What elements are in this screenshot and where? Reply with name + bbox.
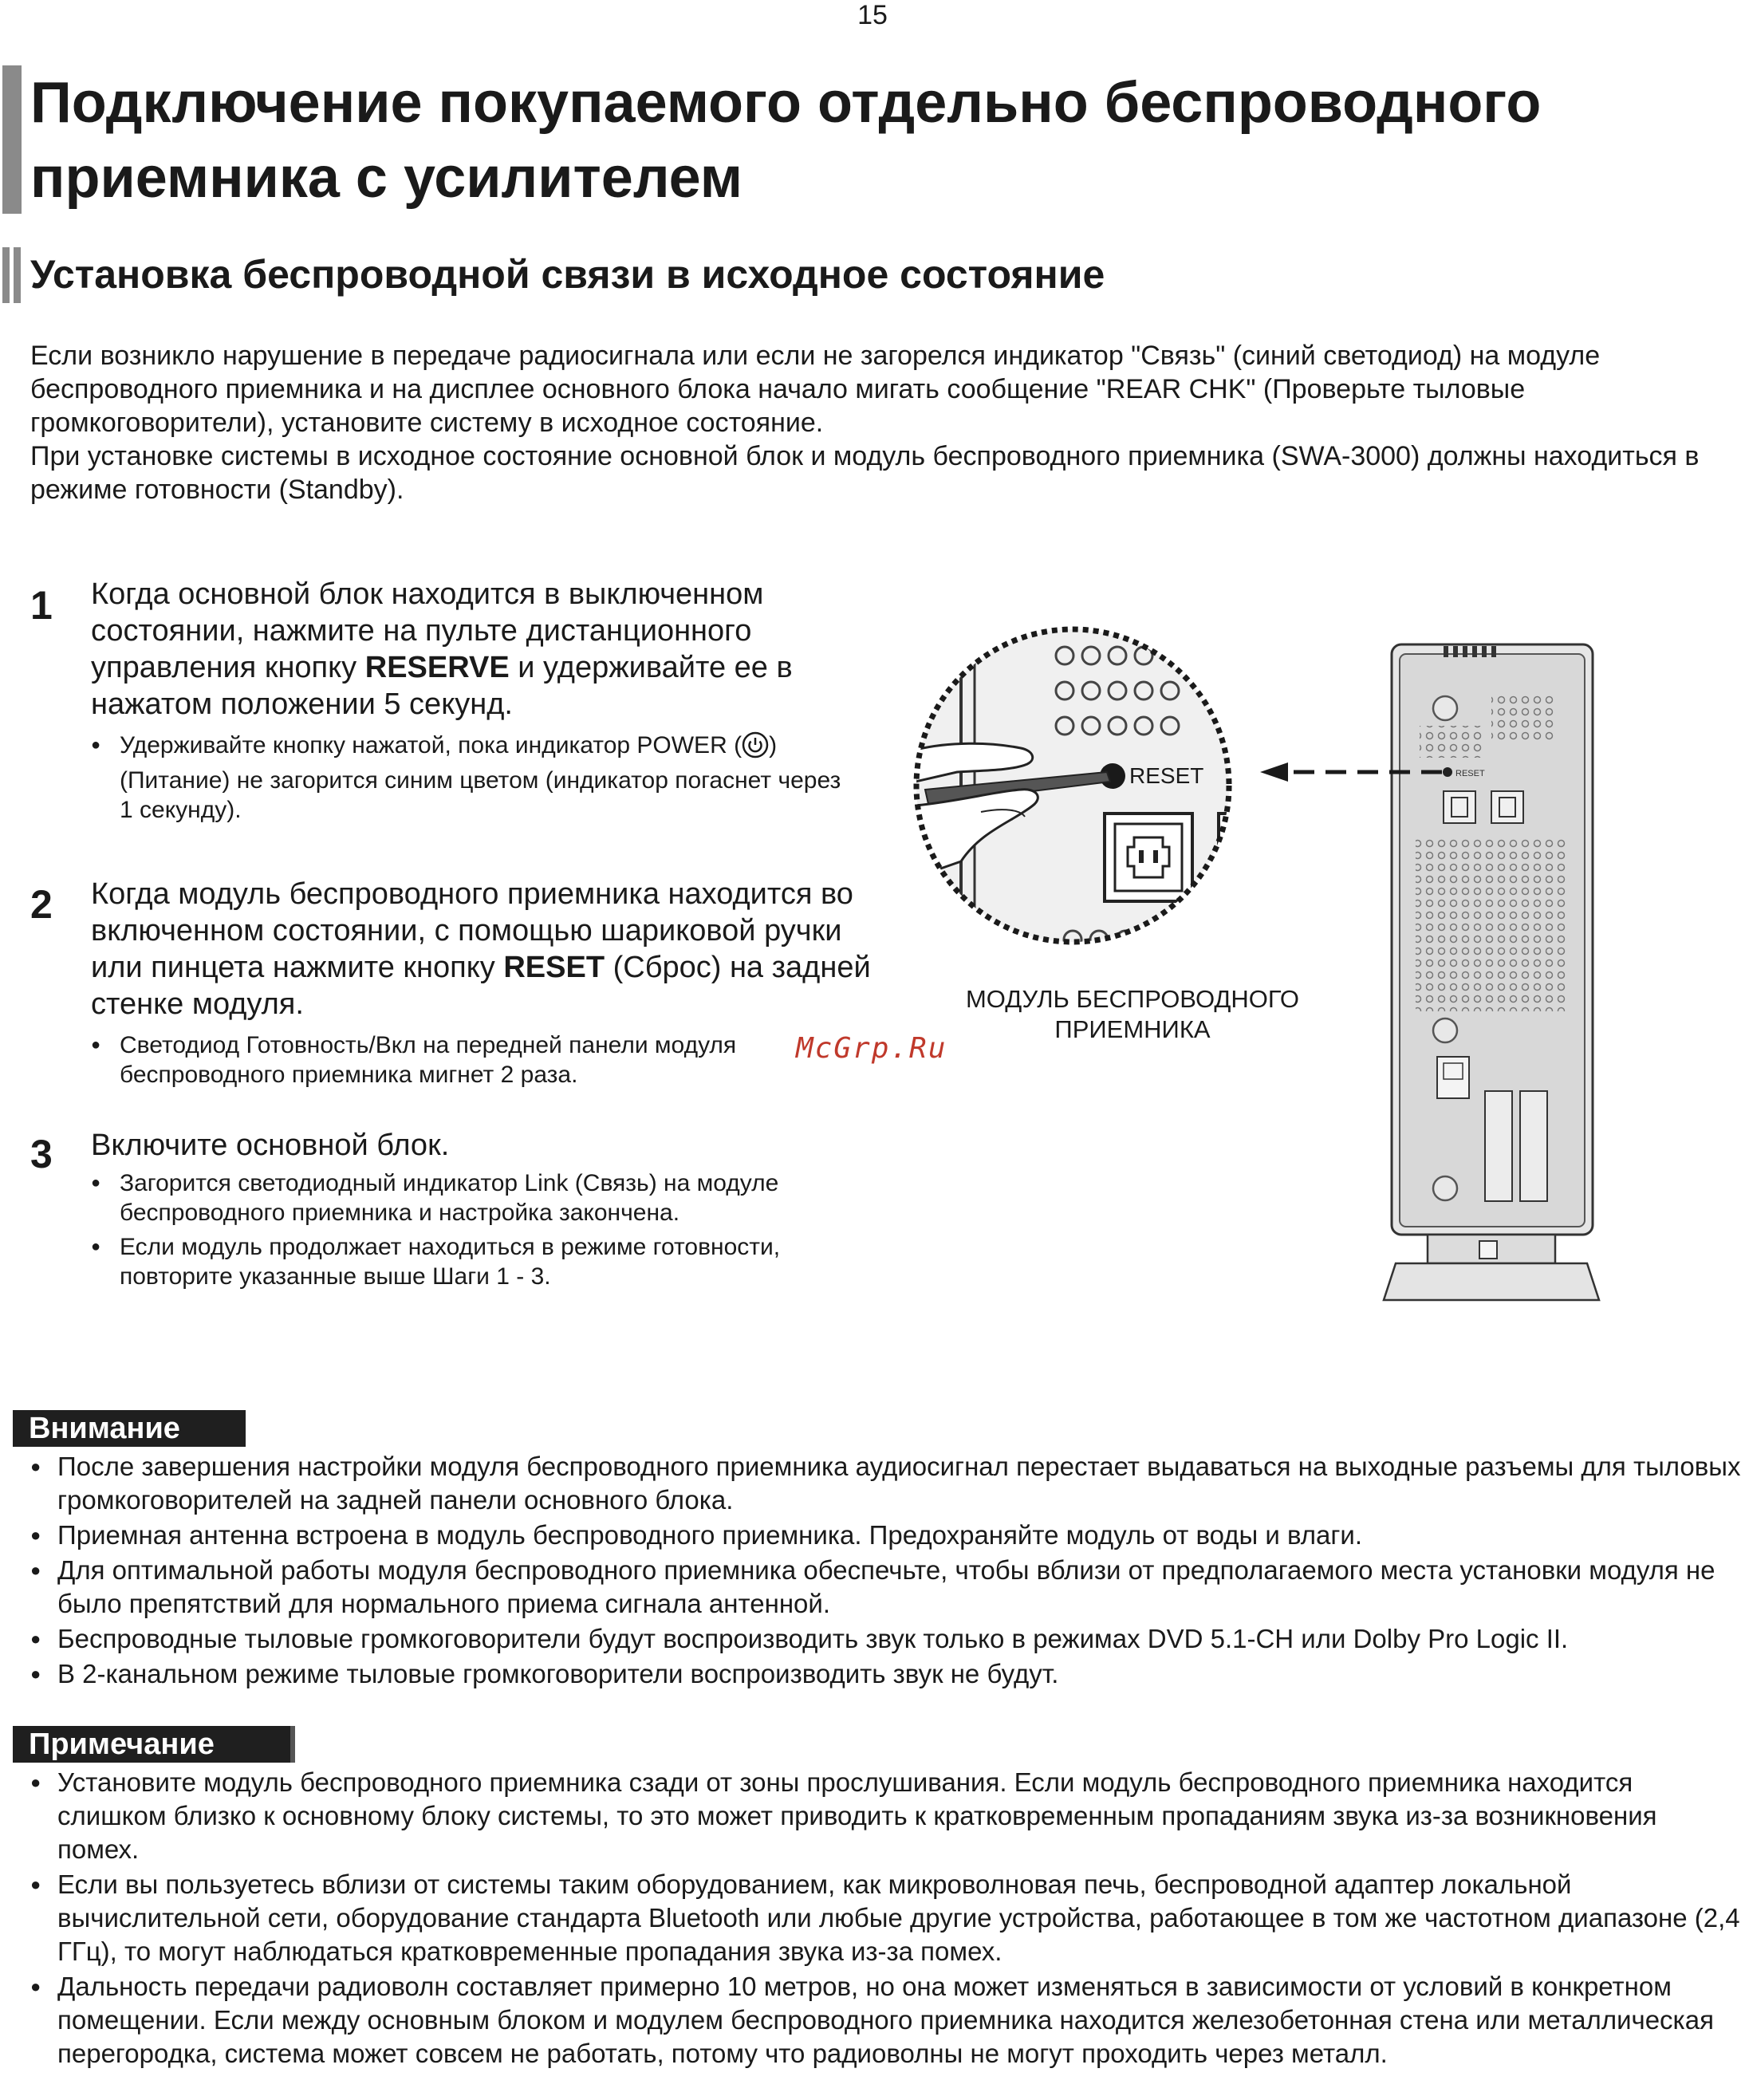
screw-icon: [1433, 696, 1457, 720]
receiver-module: [1384, 644, 1599, 1300]
step-3: [91, 1127, 857, 1296]
list-item: ● Приемная антенна встроена в модуль беспроводного приемника. Предохраняйте модуль от воды и влаги.: [30, 1519, 1745, 1552]
reserve-button-label: RESERVE: [364, 651, 510, 684]
step-text: Включите основной блок.: [91, 1129, 450, 1162]
page-number: 15: [857, 0, 888, 30]
intro-paragraph: При установке системы в исходное состояние основной блок и модуль беспроводного приемника (SWA-3000) должны находиться в режиме готовности (Standby).: [30, 441, 1700, 505]
reset-label: RESET: [1129, 763, 1204, 788]
intro-paragraph: Если возникло нарушение в передаче радиосигнала или если не загорелся индикатор "Связь" (синий светодиод) на модуле беспроводного приемника и на дисплее основного блока начало мигать сообщение "REAR CHK" (Проверьте тыловые громкоговорители), установите систему в исходное состояние.: [30, 341, 1601, 438]
note-label: Примечание: [13, 1726, 295, 1763]
page-title-line-2: приемника с усилителем: [30, 146, 743, 210]
step-bullets: [91, 731, 857, 825]
watermark: McGrp.Ru: [796, 1032, 947, 1065]
power-connector: [1491, 791, 1523, 823]
slot: [1520, 1091, 1547, 1201]
step-number: 3: [30, 1132, 53, 1176]
screw-icon: [1433, 1176, 1457, 1200]
list-item: ● Светодиод Готовность/Вкл на передней панели модуля беспроводного приемника мигнет 2 раза.: [91, 1030, 793, 1089]
attention-section: [30, 1450, 1745, 1692]
list-item: ● Беспроводные тыловые громкоговорители будут воспроизводить звук только в режимах DVD 5.1-CH или Dolby Pro Logic II.: [30, 1622, 1745, 1656]
bullet-text: Удерживайте кнопку нажатой, пока индикатор POWER (: [120, 732, 743, 758]
step-text-part: (Сброс) на задней стенке модуля.: [91, 951, 871, 1021]
step-text-part: Когда модуль беспроводного приемника находится во включенном состоянии, с помощью шариковой ручки или пинцета нажмите кнопку: [91, 877, 853, 984]
step-bullets: [91, 1030, 793, 1089]
step-2: [91, 876, 872, 1094]
list-item: ● В 2-канальном режиме тыловые громкоговорители воспроизводить звук не будут.: [30, 1657, 1745, 1691]
step-text: [91, 576, 857, 723]
step-text: [91, 876, 872, 1022]
reset-hole: [1443, 767, 1452, 777]
step-bullets: [91, 1168, 857, 1291]
iec-connector: [1105, 814, 1192, 901]
note-section: [30, 1766, 1745, 2072]
list-item: [91, 731, 857, 825]
step-text-part: и удерживайте ее в нажатом положении 5 секунд.: [91, 651, 793, 721]
bullet-text: ) (Питание) не загорится синим цветом (индикатор погаснет через 1 секунду).: [120, 732, 841, 823]
magnified-view: [913, 622, 1251, 957]
list-item: ● Дальность передачи радиоволн составляет примерно 10 метров, но она может изменяться в зависимости от условий в конкретном помещении. Если между основным блоком и модулем беспроводного приемника находится железобетонная стена или металлическая перегородка, система может совсем не работать, потому что радиоволны не могут проходить через металл.: [30, 1970, 1745, 2070]
power-icon: [742, 731, 769, 766]
small-reset-label: RESET: [1455, 769, 1485, 778]
step-number: 2: [30, 882, 53, 927]
vent-grille: [1416, 836, 1567, 1011]
stand: [1384, 1235, 1599, 1300]
subtitle-accent-bar: [14, 247, 21, 303]
attention-label: Внимание: [13, 1410, 246, 1447]
reset-button-label: RESET: [503, 951, 605, 984]
figure-caption-line: ПРИЕМНИКА: [1054, 1015, 1211, 1043]
list-item: ● Для оптимальной работы модуля беспроводного приемника обеспечьте, чтобы вблизи от предполагаемого места установки модуля не было препятствий для нормального приема сигнала антенной.: [30, 1554, 1745, 1621]
step-number: 1: [30, 583, 53, 628]
page-title: [30, 65, 1737, 215]
step-1: [91, 576, 857, 829]
list-item: ● Загорится светодиодный индикатор Link (Связь) на модуле беспроводного приемника и настройка закончена.: [91, 1168, 857, 1227]
wireless-receiver-figure: [885, 622, 1691, 1316]
title-accent-bar: [2, 65, 22, 214]
vent-grille: [1491, 692, 1555, 740]
list-item: ● Если вы пользуетесь вблизи от системы таким оборудованием, как микроволновая печь, беспроводной адаптер локальной вычислительной сети, оборудование стандарта Bluetooth или любые другие устройства, работающее в том же частотном диапазоне (2,4 ГГц), то могут наблюдаться кратковременные пропадания звука из-за помех.: [30, 1868, 1745, 1968]
attention-list: [30, 1450, 1745, 1691]
section-subtitle: Установка беспроводной связи в исходное состояние: [30, 252, 1105, 297]
note-list: [30, 1766, 1745, 2070]
screw-icon: [1433, 1018, 1457, 1042]
subtitle-accent-bar: [2, 247, 10, 303]
figure-caption: [917, 984, 1348, 1045]
vent-grille: [1420, 726, 1483, 758]
slot: [1485, 1091, 1512, 1201]
list-item: ● После завершения настройки модуля беспроводного приемника аудиосигнал перестает выдаваться на выходные разъемы для тыловых громкоговорителей на задней панели основного блока.: [30, 1450, 1745, 1517]
intro-text: [30, 339, 1729, 506]
power-connector: [1444, 791, 1475, 823]
list-item: ● Установите модуль беспроводного приемника сзади от зоны прослушивания. Если модуль беспроводного приемника находится слишком близко к основному блоку системы, то это может приводить к кратковременным пропаданиям звука из-за возникновения помех.: [30, 1766, 1745, 1866]
page-title-line-1: Подключение покупаемого отдельно беспроводного: [30, 71, 1542, 135]
figure-caption-line: МОДУЛЬ БЕСПРОВОДНОГО: [965, 985, 1300, 1013]
list-item: ● Если модуль продолжает находиться в режиме готовности, повторите указанные выше Шаги 1 - 3.: [91, 1232, 857, 1291]
step-text-part: Когда основной блок находится в выключенном состоянии, нажмите на пульте дистанционного управления кнопку: [91, 577, 764, 684]
